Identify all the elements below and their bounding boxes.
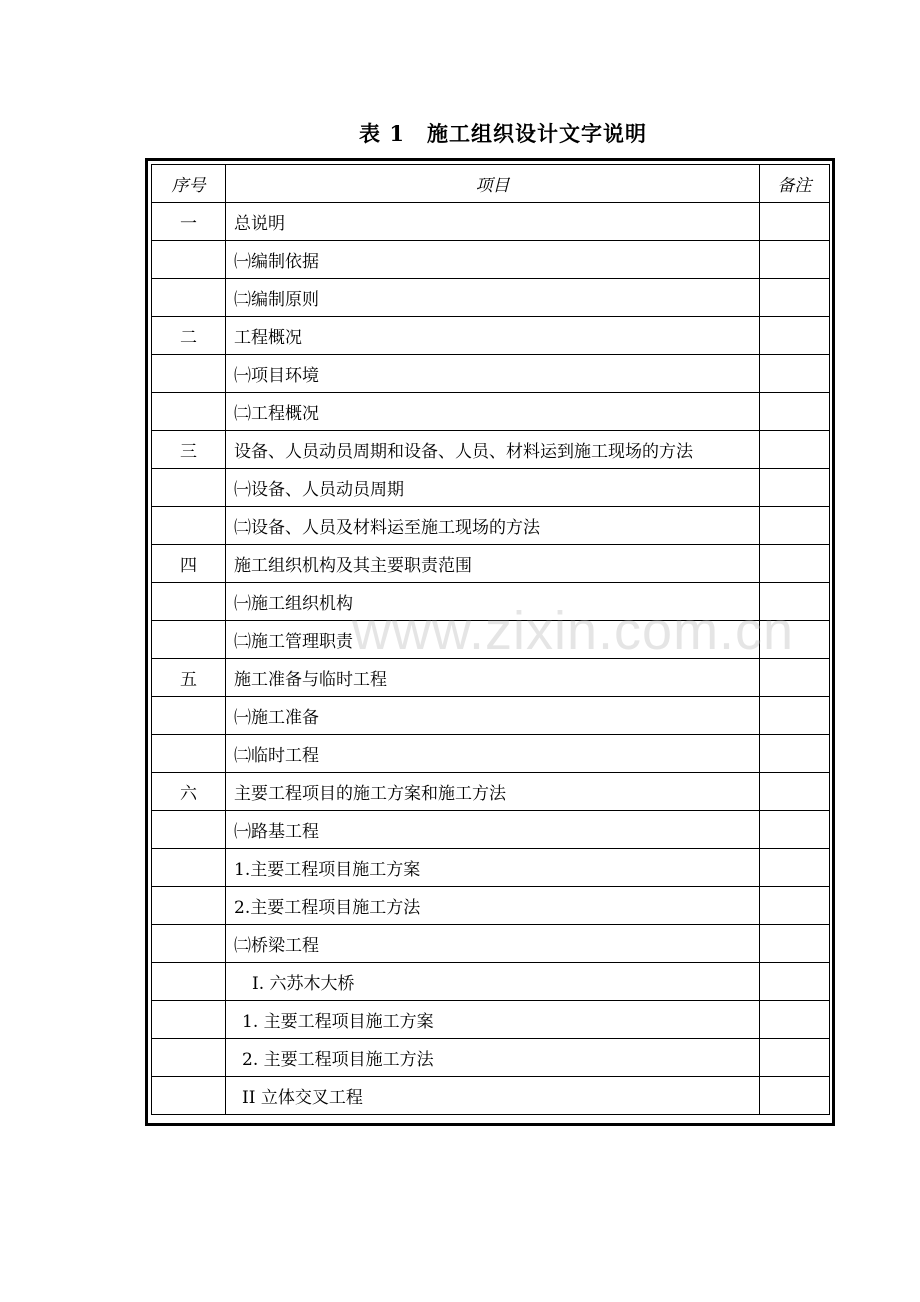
row-seq (152, 963, 226, 1001)
row-item: 总说明 (226, 203, 760, 241)
row-item: ㈡桥梁工程 (226, 925, 760, 963)
row-item: ㈡编制原则 (226, 279, 760, 317)
row-seq: 四 (152, 545, 226, 583)
table-row (152, 279, 830, 317)
row-item: ㈠路基工程 (226, 811, 760, 849)
row-item: 施工组织机构及其主要职责范围 (226, 545, 760, 583)
row-item: ㈡工程概况 (226, 393, 760, 431)
row-note (760, 697, 830, 735)
row-note (760, 887, 830, 925)
table-row (152, 241, 830, 279)
row-seq: 五 (152, 659, 226, 697)
row-item: ㈠编制依据 (226, 241, 760, 279)
row-note (760, 1077, 830, 1115)
table-row (152, 469, 830, 507)
table-row (152, 963, 830, 1001)
row-note (760, 735, 830, 773)
row-item: 施工准备与临时工程 (226, 659, 760, 697)
row-item: ㈠项目环境 (226, 355, 760, 393)
contents-table (151, 164, 830, 1115)
table-frame (145, 158, 835, 1126)
table-row (152, 355, 830, 393)
row-item: 主要工程项目的施工方案和施工方法 (226, 773, 760, 811)
row-note (760, 469, 830, 507)
row-seq: 六 (152, 773, 226, 811)
row-note (760, 241, 830, 279)
row-seq (152, 279, 226, 317)
row-seq (152, 849, 226, 887)
row-seq (152, 621, 226, 659)
header-row (152, 165, 830, 203)
row-seq (152, 925, 226, 963)
row-item: 1.主要工程项目施工方案 (226, 849, 760, 887)
table-row (152, 507, 830, 545)
row-note (760, 1039, 830, 1077)
header-item: 项目 (226, 165, 760, 203)
row-note (760, 659, 830, 697)
row-note (760, 507, 830, 545)
row-seq (152, 735, 226, 773)
watermark: www.zixin.com.cn (352, 601, 795, 661)
row-seq (152, 1039, 226, 1077)
table-row (152, 1077, 830, 1115)
row-item: 2.主要工程项目施工方法 (226, 887, 760, 925)
row-seq (152, 1001, 226, 1039)
table-row (152, 811, 830, 849)
row-note (760, 317, 830, 355)
row-item: Ⅰ. 六苏木大桥 (226, 963, 760, 1001)
row-note (760, 925, 830, 963)
table-row (152, 393, 830, 431)
row-seq: 一 (152, 203, 226, 241)
row-seq: 三 (152, 431, 226, 469)
row-note (760, 811, 830, 849)
table-row (152, 203, 830, 241)
row-seq (152, 241, 226, 279)
row-note (760, 963, 830, 1001)
header-note: 备注 (760, 165, 830, 203)
row-seq (152, 469, 226, 507)
table-row (152, 735, 830, 773)
row-item: 1. 主要工程项目施工方案 (226, 1001, 760, 1039)
table-row (152, 431, 830, 469)
row-seq (152, 393, 226, 431)
row-note (760, 773, 830, 811)
row-item: 工程概况 (226, 317, 760, 355)
row-item: ㈡施工管理职责 (226, 621, 760, 659)
table-row (152, 621, 830, 659)
row-note (760, 355, 830, 393)
table-row (152, 659, 830, 697)
row-note (760, 393, 830, 431)
table-row (152, 1001, 830, 1039)
row-note (760, 849, 830, 887)
row-item: 2. 主要工程项目施工方法 (226, 1039, 760, 1077)
table-row (152, 697, 830, 735)
row-note (760, 203, 830, 241)
table-row (152, 849, 830, 887)
table-row (152, 773, 830, 811)
table-row (152, 925, 830, 963)
document-title: 表 1 施工组织设计文字说明 (359, 121, 647, 146)
row-seq (152, 507, 226, 545)
row-item: 设备、人员动员周期和设备、人员、材料运到施工现场的方法 (226, 431, 760, 469)
row-item: ㈡设备、人员及材料运至施工现场的方法 (226, 507, 760, 545)
table-row (152, 583, 830, 621)
row-seq (152, 583, 226, 621)
row-note (760, 279, 830, 317)
row-item: ㈠施工组织机构 (226, 583, 760, 621)
row-seq (152, 355, 226, 393)
row-note (760, 545, 830, 583)
row-item: II 立体交叉工程 (226, 1077, 760, 1115)
header-seq: 序号 (152, 165, 226, 203)
row-seq (152, 697, 226, 735)
row-seq (152, 887, 226, 925)
row-note (760, 431, 830, 469)
row-item: ㈡临时工程 (226, 735, 760, 773)
row-note (760, 1001, 830, 1039)
row-note (760, 621, 830, 659)
table-row (152, 317, 830, 355)
row-seq (152, 1077, 226, 1115)
row-note (760, 583, 830, 621)
table-row (152, 887, 830, 925)
row-seq: 二 (152, 317, 226, 355)
row-item: ㈠设备、人员动员周期 (226, 469, 760, 507)
table-row (152, 545, 830, 583)
row-item: ㈠施工准备 (226, 697, 760, 735)
table-row (152, 1039, 830, 1077)
row-seq (152, 811, 226, 849)
